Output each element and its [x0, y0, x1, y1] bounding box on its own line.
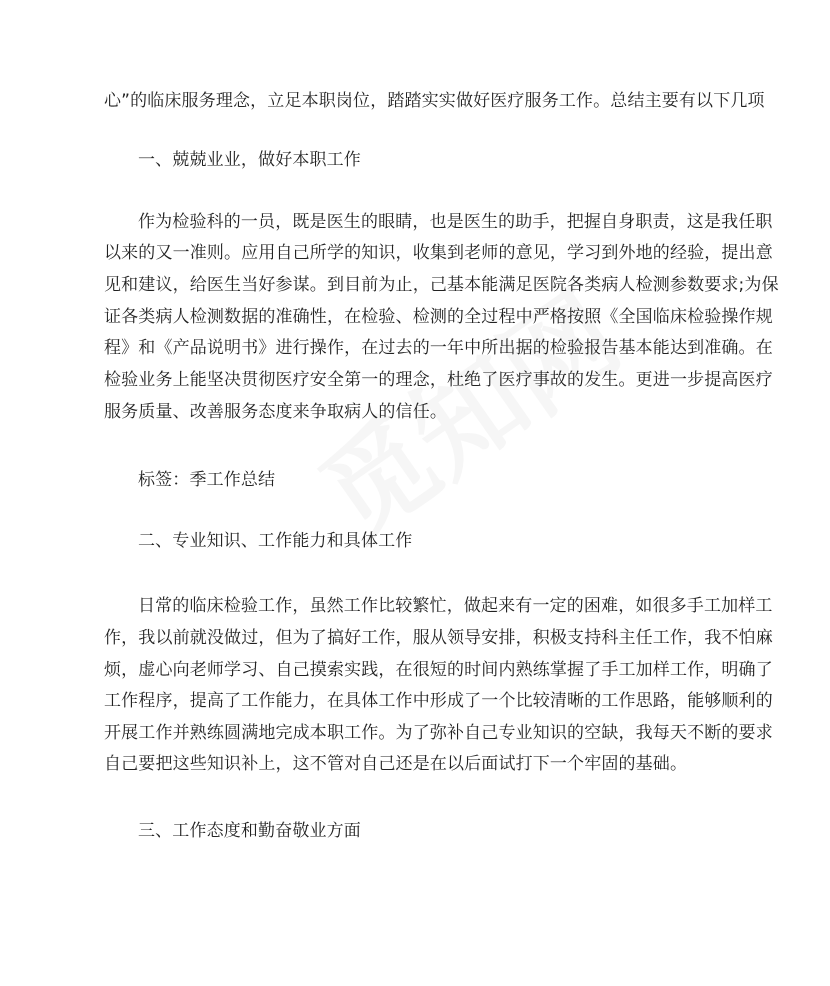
section-heading-3: 三、工作态度和勤奋敬业方面	[138, 821, 361, 841]
text-line: 证各类病人检测数据的准确性，在检验、检测的全过程中严格按照《全国临床检验操作规	[104, 307, 773, 327]
tag-line: 标签：季工作总结	[138, 470, 276, 490]
text-line: 心”的临床服务理念，立足本职岗位，踏踏实实做好医疗服务工作。总结主要有以下几项	[104, 91, 765, 111]
text-line: 工作程序，提高了工作能力，在具体工作中形成了一个比较清晰的工作思路，能够顺利的	[104, 691, 773, 711]
text-line: 以来的又一准则。应用自己所学的知识，收集到老师的意见，学习到外地的经验，提出意	[104, 243, 773, 263]
text-line: 作为检验科的一员，既是医生的眼睛，也是医生的助手，把握自身职责，这是我任职	[138, 212, 773, 232]
text-line: 日常的临床检验工作，虽然工作比较繁忙，做起来有一定的困难，如很多手工加样工	[138, 596, 773, 616]
text-line: 服务质量、改善服务态度来争取病人的信任。	[104, 402, 447, 422]
text-line: 烦，虚心向老师学习、自己摸索实践，在很短的时间内熟练掌握了手工加样工作，明确了	[104, 660, 773, 680]
section-heading-2: 二、专业知识、工作能力和具体工作	[138, 531, 413, 551]
text-line: 开展工作并熟练圆满地完成本职工作。为了弥补自己专业知识的空缺，我每天不断的要求	[104, 723, 773, 743]
section-heading-1: 一、兢兢业业，做好本职工作	[138, 150, 361, 170]
text-line: 检验业务上能坚决贯彻医疗安全第一的理念，杜绝了医疗事故的发生。更进一步提高医疗	[104, 370, 773, 390]
text-line: 自己要把这些知识补上，这不管对自己还是在以后面试打下一个牢固的基础。	[104, 754, 688, 774]
text-line: 见和建议，给医生当好参谋。到目前为止，己基本能满足医院各类病人检测参数要求;为保	[104, 275, 779, 295]
text-line: 作，我以前就没做过，但为了搞好工作，服从领导安排，积极支持科主任工作，我不怕麻	[104, 628, 773, 648]
text-line: 程》和《产品说明书》进行操作，在过去的一年中所出据的检验报告基本能达到准确。在	[104, 338, 773, 358]
